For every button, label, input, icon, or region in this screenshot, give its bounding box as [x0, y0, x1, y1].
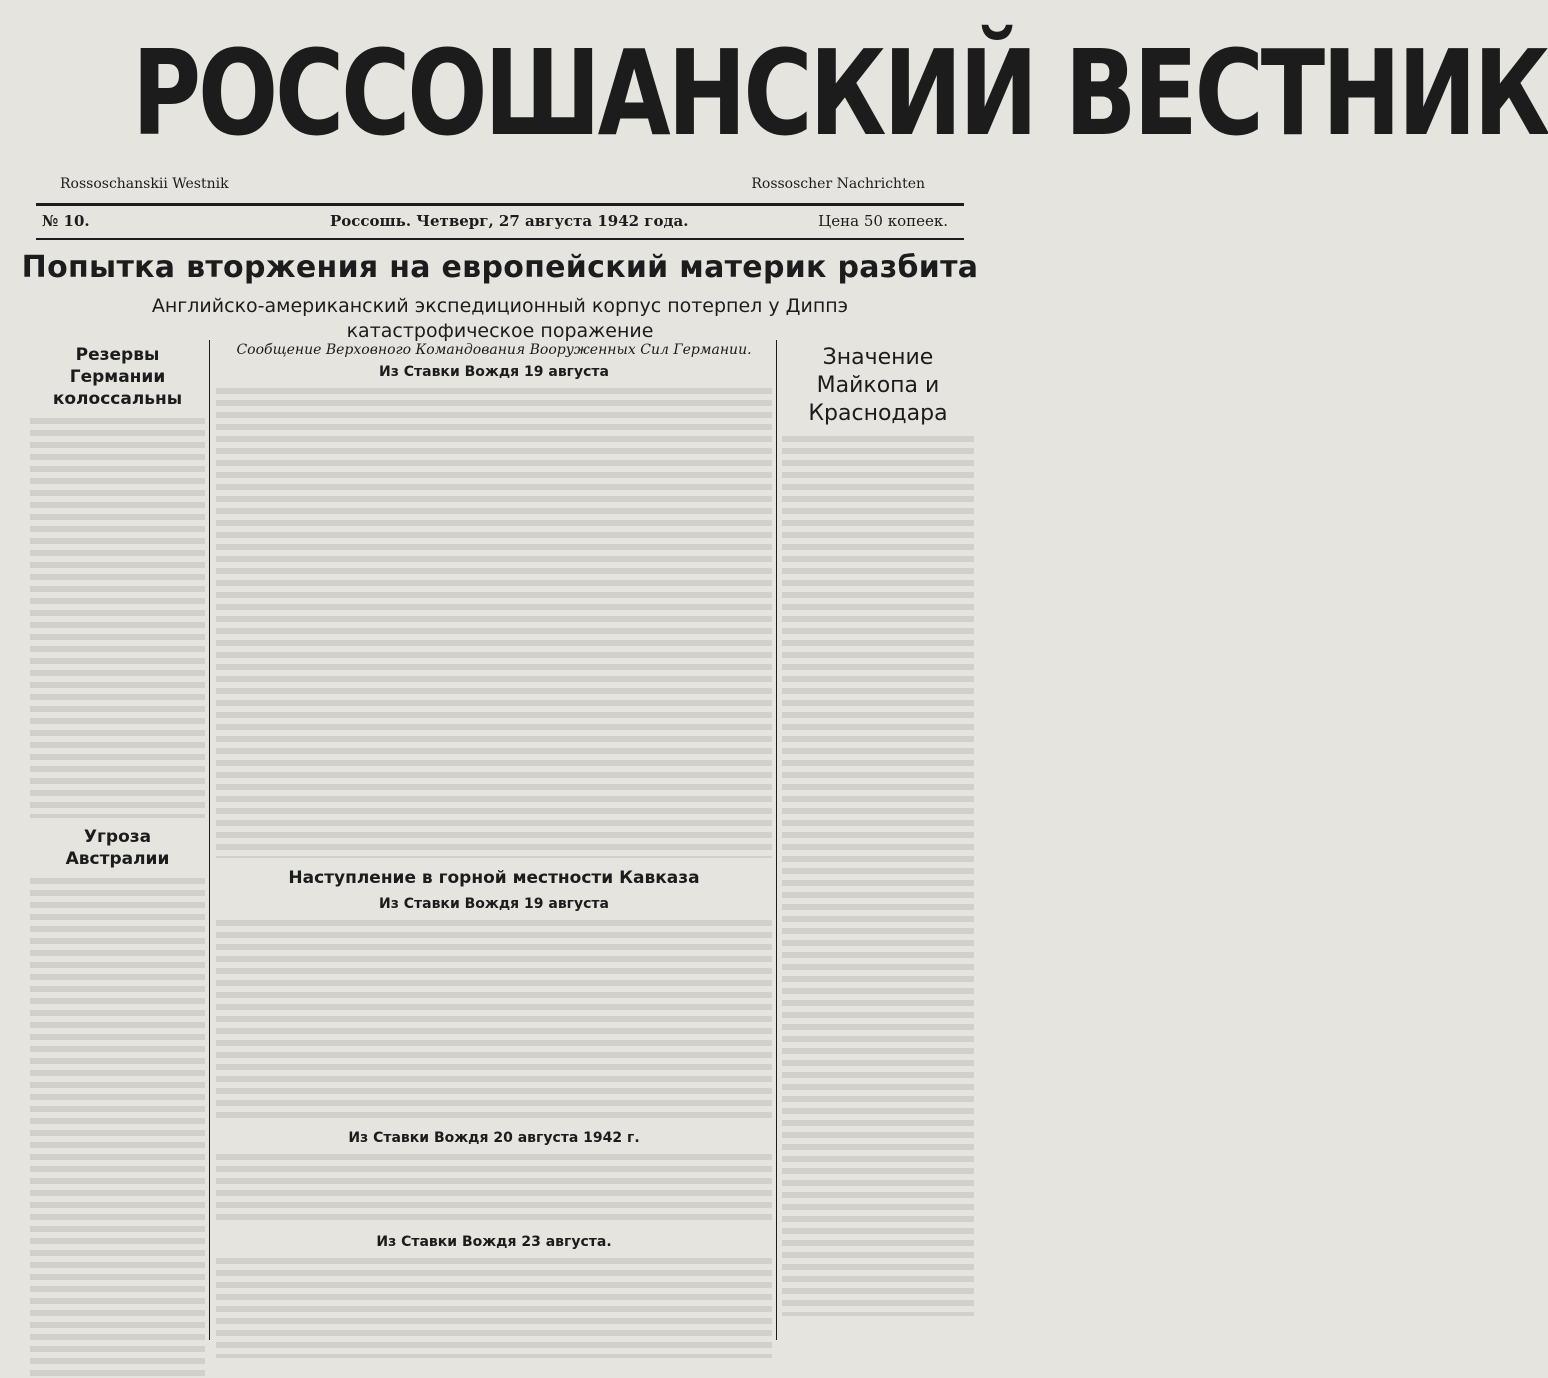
- edition-german: Rossoscher Nachrichten: [751, 176, 925, 192]
- main-subhead: Английско-американский экспедиционный корпус потерпел у Диппэ катастрофическое поражение: [151, 295, 849, 342]
- bottom-rule: [36, 238, 964, 240]
- left-column: [30, 340, 205, 1352]
- mid-body-4: [216, 1258, 772, 1358]
- main-headline: Попытка вторжения на европейский материк разбита: [21, 250, 979, 285]
- right-column: [782, 340, 974, 1352]
- article-body-maikop: [782, 436, 974, 1316]
- issue-date: Россошь. Четверг, 27 августа 1942 года.: [330, 212, 689, 230]
- mid-dateline-3: Из Ставки Вождя 20 августа 1942 г.: [348, 1130, 640, 1146]
- mid-body-1: [216, 388, 772, 858]
- masthead-title: РОССОШАНСКИЙ ВЕСТНИК: [132, 24, 1548, 162]
- issue-number: № 10.: [42, 212, 90, 230]
- mid-body-3: [216, 1154, 772, 1224]
- column-divider-1: [209, 340, 210, 1340]
- column-divider-2: [776, 340, 777, 1340]
- mid-body-2: [216, 920, 772, 1120]
- mid-dateline-4: Из Ставки Вождя 23 августа.: [376, 1234, 612, 1250]
- edition-latin: Rossoschanskii Westnik: [60, 176, 229, 192]
- middle-column: [216, 340, 772, 1352]
- mid-section-title-2: Наступление в горной местности Кавказа: [288, 868, 700, 888]
- mid-dateline-1: Из Ставки Вождя 19 августа: [379, 364, 609, 380]
- article-title-maikop: Значение Майкопа и Краснодара: [808, 345, 948, 426]
- article-title-australia: Угроза Австралии: [65, 827, 170, 869]
- article-body-australia: [30, 878, 205, 1378]
- top-rule: [36, 203, 964, 206]
- mid-source: Сообщение Верховного Командования Вооруженных Сил Германии.: [236, 342, 752, 358]
- issue-price: Цена 50 копеек.: [818, 212, 948, 230]
- article-body-reserves: [30, 418, 205, 818]
- mid-dateline-2: Из Ставки Вождя 19 августа: [379, 896, 609, 912]
- article-title-reserves: Резервы Германии колоссальны: [52, 345, 183, 409]
